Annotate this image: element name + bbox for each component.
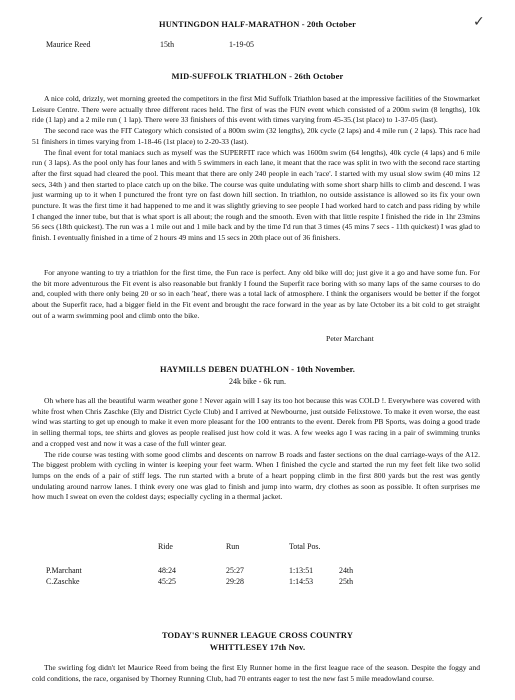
results-header-row [46, 541, 353, 552]
deben-report [32, 396, 480, 503]
result-total: 1:13:51 [289, 566, 314, 575]
header-total-pos: Total Pos. [289, 542, 321, 551]
league-paragraph: The swirling fog didn't let Maurice Reed from being the first Ely Runner home in the first league race of the season. Despite the foggy and cold conditions, the race, organised by Thorney Running Club, had 70 entrants eager to test the new fast 5 mile meadowland course. [32, 663, 480, 683]
suffolk-paragraph: For anyone wanting to try a triathlon for the first time, the Fun race is perfect. Any old bike will do; just give it a go and have some fun. For the bit more adventurous the Fit event is also reasonable but frankly I found the Superfit race boring with so many laps of the same courses to do and, coupled with there only being 20 or so in each 'heat', there was a total lack of atmosphere. I think the organisers would be better if the forgot about the Superfit race, had a bigger field in the Fit event and brought the race forward in the year as by late October its a bit cold to get straight out of a warm swimming pool and climb onto the bike. [32, 268, 480, 320]
deben-paragraph: Oh where has all the beautiful warm weather gone ! Never again will I say its too hot because this was COLD !. Everywhere was covered with white frost when Chris Zaschke (Ely and District Cycle Club) and I arrived at Newbourne, just outside Felixstowe. To make it even worse, the east wind was starting to get up enough to make it even more pleasant for the 100 entrants to the event. Derek from PB Sports, was doing a good trade in selling thermal tops, tee shirts and gloves as people realised just how cold it was. A few weeks ago I was racing in a pair of swimming trunks and a cropped vest and now it was a case of the full winter gear. [32, 396, 480, 448]
deben-title: HAYMILLS DEBEN DUATHLON - 10th November. [159, 365, 356, 374]
result-ride: 45:25 [158, 577, 176, 586]
deben-subtitle: 24k bike - 6k run. [228, 377, 287, 386]
suffolk-report [32, 94, 480, 244]
huntingdon-time: 1-19-05 [229, 40, 254, 49]
league-subtitle: WHITTLESEY 17th Nov. [209, 643, 306, 652]
suffolk-paragraph: The second race was the FIT Category which consisted of a 800m swim (32 lengths), 20k cycle (2 laps) and 4 mile run ( 2 laps). This race had 51 finishers in times varying from 1-18-46 (1st place) to 2-20-33 (last). [32, 126, 480, 146]
deben-paragraph: The ride course was testing with some good climbs and descents on narrow B roads and faster sections on the dual carriage-ways of the A12. The biggest problem with cycling in winter is keeping your feet warm. When I finished the cycle and started the run my feet felt like two solid lumps on the ends of a pair of stiff legs. The run started with a brute of a heart popping climb in the first 800 yards but the rest was gently undulating around narrow lanes. I think every one was glad to finish and jump into warm, dry clothes as soon as possible. It often surprises me how much I sweat on even the coldest days; especially cycling in a thermal jacket. [32, 449, 480, 502]
results-table [46, 541, 353, 587]
league-title: TODAY'S RUNNER LEAGUE CROSS COUNTRY [161, 631, 354, 640]
table-row [46, 576, 353, 587]
result-position: 25th [339, 577, 354, 586]
result-position: 24th [339, 566, 354, 575]
result-total: 1:14:53 [289, 577, 314, 586]
huntingdon-position: 15th [160, 40, 175, 49]
result-ride: 48:24 [158, 566, 176, 575]
suffolk-title: MID-SUFFOLK TRIATHLON - 26th October [171, 72, 344, 81]
table-row [46, 565, 353, 576]
league-report [32, 663, 480, 684]
result-run: 25:27 [226, 566, 244, 575]
suffolk-conclusion [32, 268, 480, 322]
huntingdon-title: HUNTINGDON HALF-MARATHON - 20th October [159, 20, 356, 29]
header-run: Run [226, 542, 240, 551]
suffolk-paragraph: The final event for total maniacs such as myself was the SUPERFIT race which was 1600m swim (64 lengths), 40k cycle (4 laps) and 6 mile run ( 3 laps). As the pool only has four lanes and with 5 swimmers in each lane, it meant that the race was split in two with the second race starting after the first squad had cleared the pool. This meant that there are only 240 people in each 'race'. I started with my usual slow swim (40 mins 12 secs, 34th ) and then started to place catch up on the bike. The course was quite undulating with some short sharp hills to climb and descend. I was just warming up to it when I punctured the front tyre on fast down hill section. In triathlon, no outside assistance is allowed so its fix your own puncture. It was the first time it had happened to me and it was slightly grieving to see people I had worked hard to catch and pass riding by while I changed the inner tube, but that is what sport is all about; the rough and the smooth. Even with that little respite I finished the ride in 1hr 23mins 56 secs (18th quickest). The run was a 1 mile out and 1 mile back and by the time I'd run that 3 times (45 mins 7 secs - 11th quickest) I was glad to finish. I eventually finished in a time of 2 hours 49 mins and 15 secs in 20th place out of 36 finishers. [32, 147, 480, 243]
check-mark: ✓ [473, 14, 485, 30]
result-run: 29:28 [226, 577, 244, 586]
result-name: P.Marchant [46, 566, 82, 575]
header-ride: Ride [158, 542, 173, 551]
huntingdon-runner-name: Maurice Reed [46, 40, 91, 49]
result-name: C.Zaschke [46, 577, 80, 586]
suffolk-paragraph: A nice cold, drizzly, wet morning greeted the competitors in the first Mid Suffolk Triathlon based at the impressive facilities of the Stowmarket Leisure Centre. There were actually three different races held. The first of was the FUN event which consisted of a 200m swim (8 lengths), 10k ride (1 lap) and a 2 mile run ( 1 lap). There were 33 finishers of this event with times varying from 45-35.(1st place) to 1-37-05 (last). [32, 94, 480, 125]
suffolk-author: Peter Marchant [326, 334, 374, 343]
